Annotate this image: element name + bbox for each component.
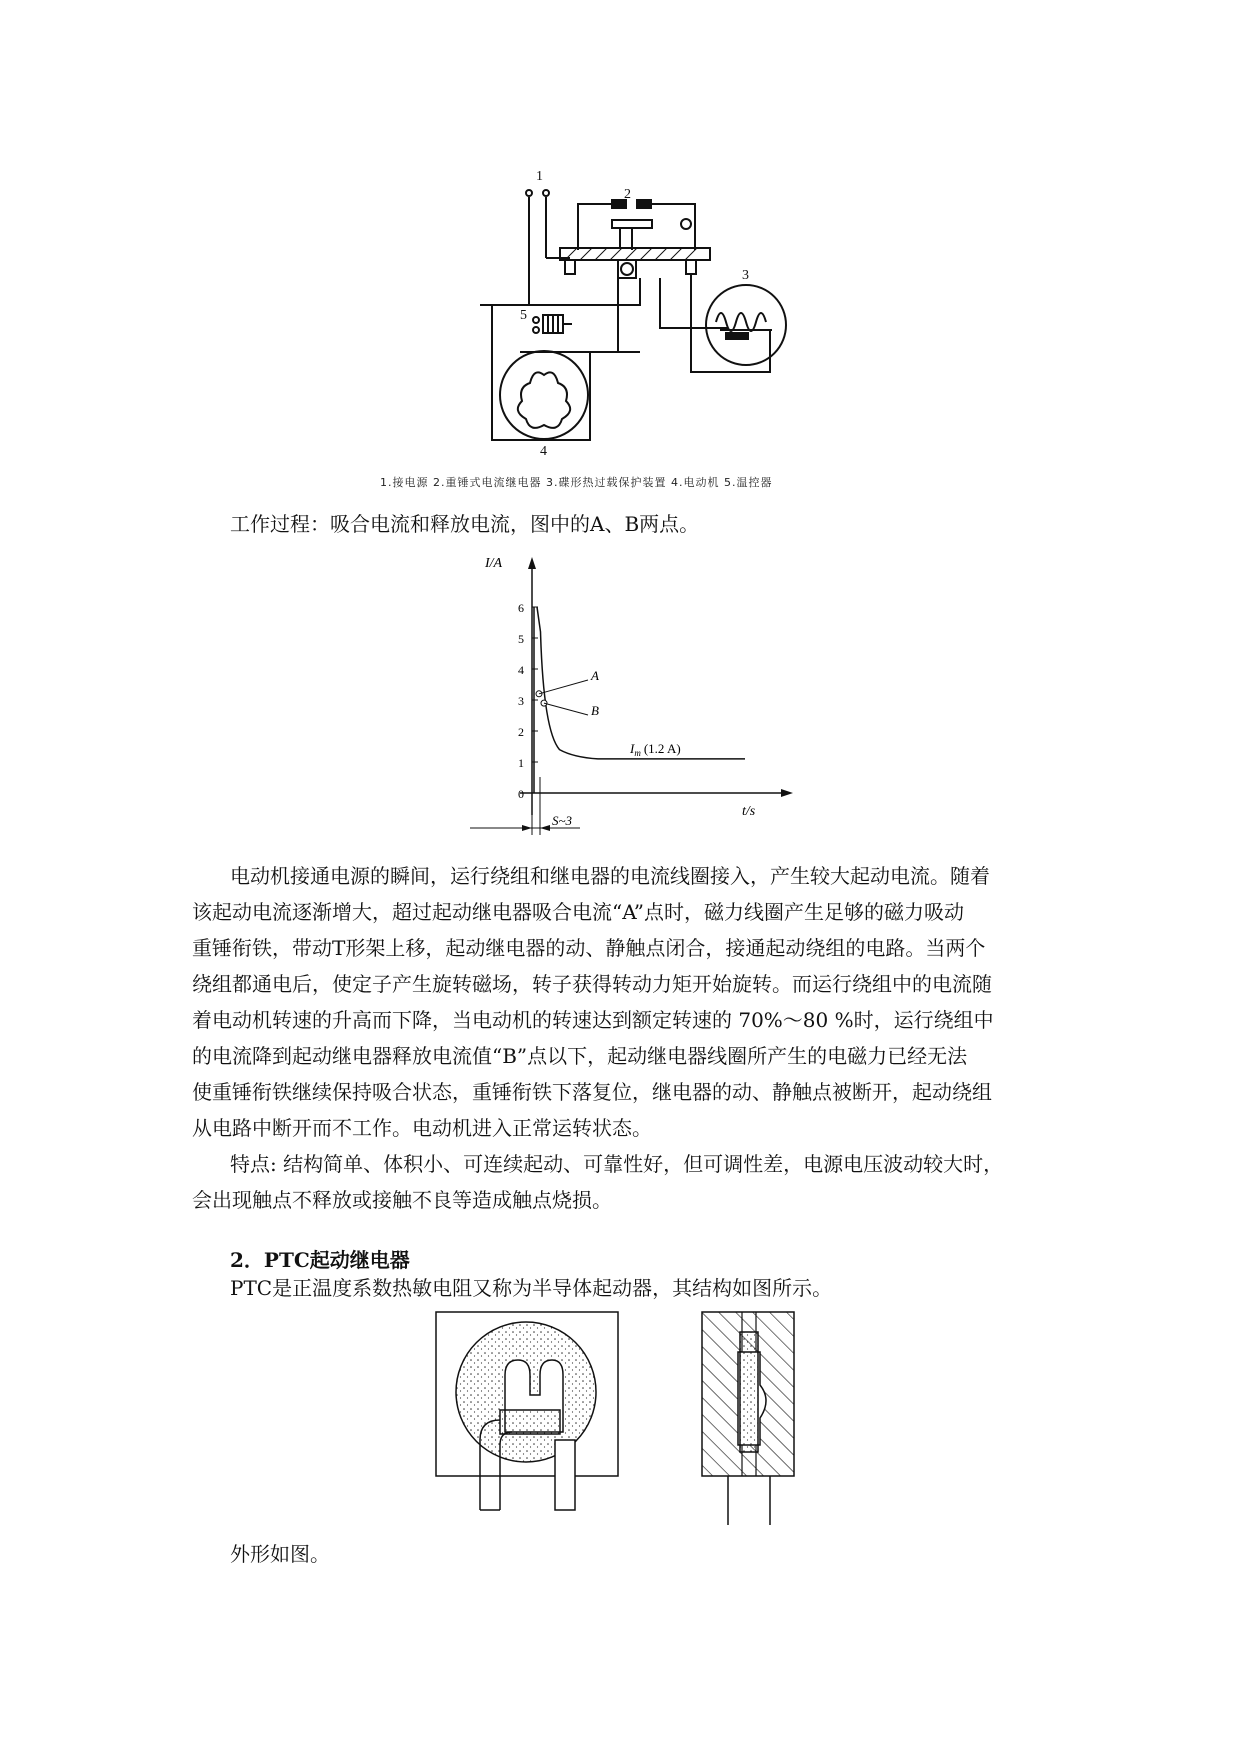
paragraph-2 <box>192 1146 1003 1218</box>
leader-a <box>539 680 588 694</box>
label-5: 5 <box>520 308 527 323</box>
leader-b <box>544 703 588 715</box>
ptc-structure-diagram <box>430 1305 810 1530</box>
text-line: 绕组都通电后，使定子产生旋转磁场，转子获得转动力矩开始旋转。而运行绕组中的电流随 <box>192 972 992 996</box>
y-axis-label: I/A <box>485 556 503 571</box>
x-axis-arrow <box>781 789 793 797</box>
text-line: 特点: 结构简单、体积小、可连续起动、可靠性好，但可调性差，电源电压波动较大时， <box>230 1152 1004 1176</box>
ptc-intro: PTC是正温度系数热敏电阻又称为半导体起动器，其结构如图所示。 <box>230 1276 833 1300</box>
interval-arrow-left <box>522 825 532 831</box>
text-line: 从电路中断开而不工作。电动机进入正常运转状态。 <box>192 1116 652 1140</box>
figure-caption: 1.接电源 2.重锤式电流继电器 3.碟形热过载保护装置 4.电动机 5.温控器 <box>380 476 773 489</box>
current-curve <box>537 607 745 759</box>
y-axis-arrow <box>528 557 536 569</box>
text-line: 会出现触点不释放或接触不良等造成触点烧损。 <box>192 1188 612 1212</box>
outro-text: 外形如图。 <box>230 1542 330 1566</box>
label-2: 2 <box>624 187 631 202</box>
y-tick-label: 4 <box>518 663 524 677</box>
section-heading: 2．PTC起动继电器 <box>230 1248 410 1272</box>
text-line: 的电流降到起动继电器释放电流值“B”点以下，起动继电器线圈所产生的电磁力已经无法 <box>192 1044 968 1068</box>
text-line: 重锤衔铁，带动T形架上移，起动继电器的动、静触点闭合，接通起动绕组的电路。当两个 <box>192 936 986 960</box>
text-line: 使重锤衔铁继续保持吸合状态，重锤衔铁下落复位，继电器的动、静触点被断开，起动绕组 <box>192 1080 992 1104</box>
y-tick-label: 5 <box>518 632 524 646</box>
point-b <box>541 700 547 706</box>
interval-label: S~3 <box>552 813 573 828</box>
label-3: 3 <box>742 268 749 283</box>
current-time-chart <box>460 545 800 855</box>
text-line: 着电动机转速的升高而下降，当电动机的转速达到额定转速的 70%～80 %时，运行绕组中 <box>192 1008 994 1032</box>
text-line: 电动机接通电源的瞬间，运行绕组和继电器的电流线圈接入，产生较大起动电流。随着 <box>230 864 990 888</box>
relay-circuit-diagram <box>480 160 800 460</box>
y-tick-label: 1 <box>518 756 524 770</box>
y-tick-label: 6 <box>518 601 524 615</box>
interval-arrow-right <box>540 825 550 831</box>
point-label-a: A <box>591 668 599 683</box>
y-tick-label: 0 <box>518 787 524 801</box>
point-label-b: B <box>591 703 599 718</box>
text-line: 该起动电流逐渐增大，超过起动继电器吸合电流“A”点时，磁力线圈产生足够的磁力吸动 <box>192 900 964 924</box>
x-axis-label: t/s <box>742 804 756 819</box>
intro-line: 工作过程：吸合电流和释放电流，图中的A、B两点。 <box>230 512 700 536</box>
paragraph-1 <box>192 858 994 1146</box>
steady-label: $I_m$ (1.2 A) <box>630 741 681 758</box>
label-1: 1 <box>536 169 543 184</box>
y-tick-label: 3 <box>518 694 524 708</box>
y-tick-label: 2 <box>518 725 524 739</box>
label-4: 4 <box>540 444 547 459</box>
